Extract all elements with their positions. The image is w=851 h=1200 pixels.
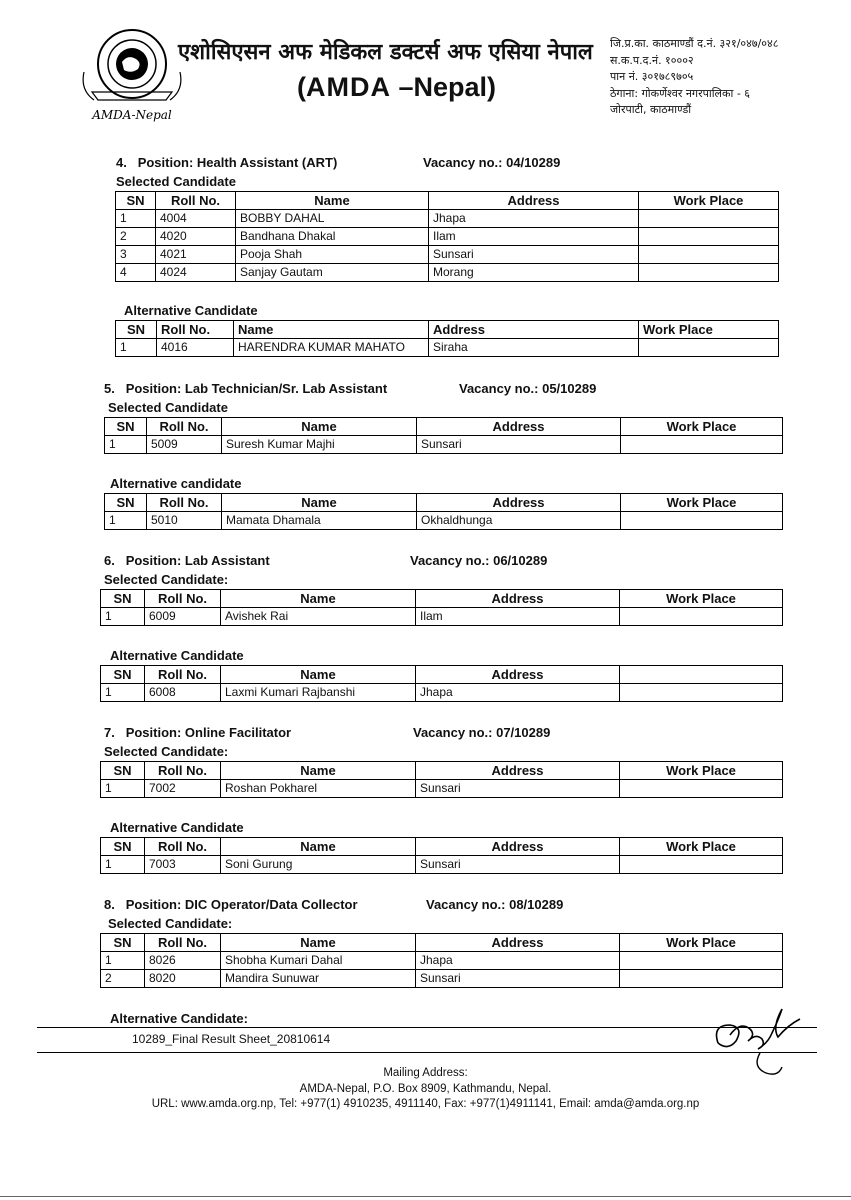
table-row [116, 264, 779, 282]
section-7-selected-table [100, 761, 783, 798]
reg-line: पान नं. ३०१७८९७०५ [610, 70, 694, 83]
col-roll: Roll No. [145, 934, 221, 952]
cell-sn: 1 [116, 210, 156, 228]
table-row [116, 210, 779, 228]
section-5-selected-label: Selected Candidate [108, 400, 228, 415]
contact-line: URL: www.amda.org.np, Tel: +977(1) 4910235, 4911140, Fax: +977(1)4911141, Email: amda@amda.org.np [151, 1098, 700, 1110]
section-position: Position: Lab Technician/Sr. Lab Assistant [125, 381, 388, 396]
table-row [101, 608, 783, 626]
reg-line: जोरपाटी, काठमाण्डौं [610, 103, 692, 116]
col-roll: Roll No. [145, 762, 221, 780]
section-8-title [104, 897, 358, 912]
reg-line: स.क.प.द.नं. १०००२ [610, 53, 694, 67]
cell-roll: 8026 [145, 952, 221, 970]
table-row [101, 780, 783, 798]
cell-name: Roshan Pokharel [221, 780, 416, 798]
cell-name: Suresh Kumar Majhi [222, 436, 417, 454]
cell-work [620, 684, 783, 702]
cell-sn: 1 [101, 684, 145, 702]
cell-name: Laxmi Kumari Rajbanshi [221, 684, 416, 702]
section-6-title [104, 553, 270, 568]
cell-work [639, 264, 779, 282]
mailing-heading: Mailing Address: [383, 1067, 468, 1079]
cell-work [620, 970, 783, 988]
section-number: 7. [104, 725, 115, 740]
section-position: Position: DIC Operator/Data Collector [125, 897, 358, 912]
cell-sn: 2 [116, 228, 156, 246]
section-number: 6. [104, 553, 115, 568]
cell-sn: 1 [116, 339, 157, 357]
col-address: Address [416, 762, 620, 780]
section-7-vacancy: Vacancy no.: 07/10289 [413, 725, 551, 740]
col-roll: Roll No. [157, 321, 234, 339]
section-5-title [104, 381, 387, 396]
cell-name: Avishek Rai [221, 608, 416, 626]
cell-roll: 4004 [156, 210, 236, 228]
col-sn: SN [116, 321, 157, 339]
cell-roll: 5010 [147, 512, 222, 530]
col-address: Address [416, 934, 620, 952]
org-name-brand: AMDA [306, 72, 391, 102]
col-address: Address [417, 418, 621, 436]
cell-work [639, 210, 779, 228]
cell-roll: 4020 [156, 228, 236, 246]
col-name: Name [222, 418, 417, 436]
col-sn: SN [101, 838, 145, 856]
col-name: Name [221, 590, 416, 608]
section-8-selected-label: Selected Candidate: [108, 916, 233, 931]
org-name-english [297, 72, 496, 103]
section-4-title [116, 155, 337, 170]
col-name: Name [234, 321, 429, 339]
section-6-selected-label: Selected Candidate: [104, 572, 229, 587]
section-position: Position: Lab Assistant [125, 553, 270, 568]
section-8-alternative-label: Alternative Candidate: [110, 1011, 248, 1026]
cell-roll: 5009 [147, 436, 222, 454]
org-name-rest: –Nepal) [391, 72, 497, 102]
cell-sn: 1 [101, 952, 145, 970]
section-position: Position: Health Assistant (ART) [137, 155, 338, 170]
cell-work [620, 952, 783, 970]
cell-name: Mandira Sunuwar [221, 970, 416, 988]
table-header-row [101, 666, 783, 684]
cell-address: Okhaldhunga [417, 512, 621, 530]
section-number: 8. [104, 897, 115, 912]
cell-address: Sunsari [416, 856, 620, 874]
cell-address: Sunsari [416, 780, 620, 798]
cell-sn: 1 [105, 436, 147, 454]
reg-line: ठेगाना: गोकर्णेश्वर नगरपालिका - ६ [610, 86, 750, 100]
col-empty [620, 666, 783, 684]
table-row [116, 339, 779, 357]
section-4-alternative-label: Alternative Candidate [124, 303, 258, 318]
section-4-selected-table [115, 191, 779, 282]
cell-address: Jhapa [416, 952, 620, 970]
table-header-row [101, 762, 783, 780]
col-work-place: Work Place [620, 838, 783, 856]
table-row [101, 856, 783, 874]
col-address: Address [417, 494, 621, 512]
cell-address: Siraha [429, 339, 639, 357]
cell-work [621, 436, 783, 454]
registration-info [610, 36, 778, 119]
col-roll: Roll No. [145, 590, 221, 608]
cell-name: Shobha Kumari Dahal [221, 952, 416, 970]
table-row [105, 512, 783, 530]
section-7-title [104, 725, 291, 740]
col-sn: SN [101, 590, 145, 608]
cell-sn: 1 [101, 856, 145, 874]
col-work-place: Work Place [620, 934, 783, 952]
col-sn: SN [101, 666, 145, 684]
cell-roll: 7002 [145, 780, 221, 798]
table-row [101, 952, 783, 970]
cell-roll: 6009 [145, 608, 221, 626]
col-work-place: Work Place [639, 321, 779, 339]
cell-name: Bandhana Dhakal [236, 228, 429, 246]
section-number: 5. [104, 381, 115, 396]
cell-name: Sanjay Gautam [236, 264, 429, 282]
table-row [116, 228, 779, 246]
col-address: Address [416, 666, 620, 684]
cell-name: HARENDRA KUMAR MAHATO [234, 339, 429, 357]
col-sn: SN [101, 762, 145, 780]
col-roll: Roll No. [147, 494, 222, 512]
cell-roll: 4021 [156, 246, 236, 264]
section-6-selected-table [100, 589, 783, 626]
cell-address: Jhapa [416, 684, 620, 702]
section-5-alternative-label: Alternative candidate [110, 476, 242, 491]
section-5-alternative-table [104, 493, 783, 530]
section-7-alternative-table [100, 837, 783, 874]
table-header-row [105, 494, 783, 512]
cell-name: Soni Gurung [221, 856, 416, 874]
col-roll: Roll No. [156, 192, 236, 210]
cell-work [639, 246, 779, 264]
cell-address: Ilam [429, 228, 639, 246]
col-roll: Roll No. [147, 418, 222, 436]
col-name: Name [221, 666, 416, 684]
logo-lettering: AMDA-Nepal [92, 108, 172, 122]
table-header-row [101, 838, 783, 856]
section-7-selected-label: Selected Candidate: [104, 744, 229, 759]
cell-work [620, 856, 783, 874]
col-address: Address [416, 590, 620, 608]
section-5-selected-table [104, 417, 783, 454]
cell-address: Sunsari [416, 970, 620, 988]
cell-sn: 1 [101, 780, 145, 798]
col-name: Name [222, 494, 417, 512]
col-address: Address [429, 192, 639, 210]
col-address: Address [416, 838, 620, 856]
table-header-row [105, 418, 783, 436]
cell-work [621, 512, 783, 530]
mailing-address: AMDA-Nepal, P.O. Box 8909, Kathmandu, Nepal. [299, 1082, 552, 1095]
table-row [101, 970, 783, 988]
cell-sn: 1 [105, 512, 147, 530]
col-work-place: Work Place [620, 762, 783, 780]
section-5-vacancy: Vacancy no.: 05/10289 [459, 381, 597, 396]
cell-sn: 1 [101, 608, 145, 626]
col-name: Name [221, 838, 416, 856]
cell-sn: 3 [116, 246, 156, 264]
col-sn: SN [101, 934, 145, 952]
section-6-vacancy: Vacancy no.: 06/10289 [410, 553, 548, 568]
section-8-vacancy: Vacancy no.: 08/10289 [426, 897, 564, 912]
section-7-alternative-label: Alternative Candidate [110, 820, 244, 835]
table-row [105, 436, 783, 454]
page-bottom-edge [0, 1196, 851, 1197]
col-work-place: Work Place [621, 418, 783, 436]
cell-work [620, 780, 783, 798]
cell-address: Morang [429, 264, 639, 282]
table-header-row [101, 590, 783, 608]
cell-sn: 2 [101, 970, 145, 988]
amda-logo [72, 22, 192, 122]
table-row [116, 246, 779, 264]
section-4-selected-label: Selected Candidate [116, 174, 236, 189]
section-6-alternative-table [100, 665, 783, 702]
cell-address: Sunsari [429, 246, 639, 264]
cell-roll: 8020 [145, 970, 221, 988]
col-sn: SN [105, 494, 147, 512]
col-name: Name [236, 192, 429, 210]
section-number: 4. [116, 155, 127, 170]
table-header-row [116, 192, 779, 210]
col-roll: Roll No. [145, 666, 221, 684]
cell-roll: 4016 [157, 339, 234, 357]
cell-roll: 4024 [156, 264, 236, 282]
col-sn: SN [105, 418, 147, 436]
col-name: Name [221, 762, 416, 780]
col-sn: SN [116, 192, 156, 210]
org-name-nepali: एशोसिएसन अफ मेडिकल डक्टर्स अफ एसिया नेपाल [178, 40, 593, 65]
cell-address: Ilam [416, 608, 620, 626]
col-name: Name [221, 934, 416, 952]
cell-work [620, 608, 783, 626]
reg-line: जि.प्र.का. काठमाण्डौं द.नं. ३२१/०४७/०४८ [610, 37, 779, 50]
section-position: Position: Online Facilitator [125, 725, 292, 740]
org-name-open: ( [297, 72, 306, 102]
col-work-place: Work Place [620, 590, 783, 608]
col-work-place: Work Place [639, 192, 779, 210]
file-reference: 10289_Final Result Sheet_20810614 [132, 1032, 331, 1046]
cell-work [639, 339, 779, 357]
table-header-row [116, 321, 779, 339]
section-4-vacancy: Vacancy no.: 04/10289 [423, 155, 561, 170]
cell-sn: 4 [116, 264, 156, 282]
cell-name: BOBBY DAHAL [236, 210, 429, 228]
mailing-address-block [0, 1066, 851, 1113]
table-header-row [101, 934, 783, 952]
cell-name: Pooja Shah [236, 246, 429, 264]
col-roll: Roll No. [145, 838, 221, 856]
cell-work [639, 228, 779, 246]
col-work-place: Work Place [621, 494, 783, 512]
section-4-alternative-table [115, 320, 779, 357]
section-8-selected-table [100, 933, 783, 988]
cell-address: Sunsari [417, 436, 621, 454]
cell-roll: 7003 [145, 856, 221, 874]
table-row [101, 684, 783, 702]
col-address: Address [429, 321, 639, 339]
section-6-alternative-label: Alternative Candidate [110, 648, 244, 663]
cell-roll: 6008 [145, 684, 221, 702]
cell-name: Mamata Dhamala [222, 512, 417, 530]
cell-address: Jhapa [429, 210, 639, 228]
